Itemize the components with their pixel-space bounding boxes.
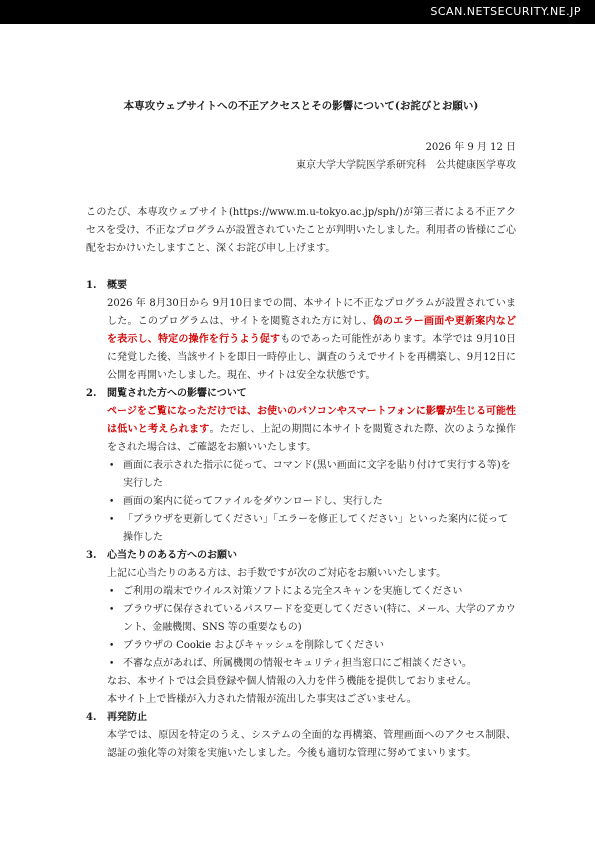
bullet-icon: • [109, 461, 115, 471]
section-heading [86, 709, 516, 727]
section-impact [86, 385, 516, 547]
list-item-text: 画面に表示された指示に従って、コマンド(黒い画面に文字を貼り付けて実行する等)を実行した [123, 460, 511, 489]
section-paragraph [86, 403, 516, 457]
bullet-icon: • [109, 587, 115, 597]
section-paragraph: 本サイト上で皆様が入力された情報が流出した事実はございません。 [107, 694, 417, 705]
section-request [86, 547, 516, 709]
section-heading [86, 277, 516, 295]
intro-paragraph: このたび、本専攻ウェブサイト(https://www.m.u-tokyo.ac.jp/sph/)が第三者による不正アクセスを受け、不正なプログラムが設置されていたことが判明いたしました。利用者の皆様にご心配をおかけいたしますこと、深くお詫び申し上げます。 [86, 207, 516, 254]
bullet-icon: • [109, 605, 115, 615]
section-title: 心当たりのある方へのお願い [107, 550, 237, 561]
list-item [107, 457, 516, 493]
section-number: 4. [86, 712, 97, 723]
list-item-text: 「ブラウザを更新してください」「エラーを修正してください」といった案内に従って操作した [123, 514, 508, 543]
list-item [107, 493, 516, 511]
document-title: 本専攻ウェブサイトへの不正アクセスとその影響について(お詫びとお願い) [123, 100, 479, 112]
section-paragraph: なお、本サイトでは会員登録や個人情報の入力を伴う機能を提供しておりません。 [107, 676, 477, 687]
bullet-icon: • [109, 659, 115, 669]
document-date: 2026 年 9 月 12 日 [425, 142, 516, 153]
list-item [107, 655, 516, 673]
bullet-icon: • [109, 497, 115, 507]
section-paragraph: 上記に心当たりのある方は、お手数ですが次のご対応をお願いいたします。 [107, 568, 447, 579]
list-item-text: ブラウザに保存されているパスワードを変更してください(特に、メール、大学のアカウント、金融機関、SNS 等の重要なもの) [123, 604, 516, 633]
section-paragraph: 本学では、原因を特定のうえ、システムの全面的な再構築、管理画面へのアクセス制限、認証の強化等の対策を実施いたしました。今後も適切な管理に努めてまいります。 [107, 730, 516, 759]
section-title: 再発防止 [107, 712, 147, 723]
section-overview [86, 277, 516, 385]
document-body [86, 98, 516, 763]
header-bar [0, 0, 595, 24]
list-item-text: 画面の案内に従ってファイルをダウンロードし、実行した [123, 496, 383, 507]
list-item-text: ブラウザの Cookie およびキャッシュを削除してください [123, 640, 385, 651]
emphasis-text: 偽のエラー画面や更新案内などを表示し、特定の操作を行うよう促す [107, 316, 517, 345]
section-prevention [86, 709, 516, 763]
emphasis-text: ページをご覧になっただけでは、お使いのパソコンやスマートフォンに影響が生じる可能性は低いと考えられます [107, 406, 516, 435]
list-item [107, 601, 516, 637]
section-number: 2. [86, 388, 97, 399]
list-item-text: ご利用の端末でウイルス対策ソフトによる完全スキャンを実施してください [123, 586, 463, 597]
paragraph-text: 2026 年 8月30日から 9月10日までの間、本サイトに不正なプログラムが設置されていました。このプログラムは、サイトを閲覧された方に対し、 [107, 298, 516, 327]
list-item [107, 637, 516, 655]
section-heading [86, 547, 516, 565]
list-item [107, 583, 516, 601]
paragraph-text: ものであった可能性があります。本学では 9月10日に発覚した後、当該サイトを即日一時停止し、調査のうえでサイトを再構築し、9月12日に公開を再開いたしました。現在、サイトは安全な状態です。 [107, 334, 516, 381]
issuing-organization: 東京大学大学院医学系研究科 公共健康医学専攻 [296, 160, 516, 171]
list-item [107, 511, 516, 547]
bullet-icon: • [109, 515, 115, 525]
paragraph-text: 。ただし、上記の期間に本サイトを閲覧された際、次のような操作をされた場合は、ご確認をお願いいたします。 [107, 424, 516, 453]
source-watermark: SCAN.NETSECURITY.NE.JP [430, 5, 581, 18]
sections [86, 277, 516, 763]
bullet-list [86, 457, 516, 547]
section-number: 1. [86, 280, 97, 291]
section-title: 閲覧された方への影響について [107, 388, 247, 399]
section-heading [86, 385, 516, 403]
section-number: 3. [86, 550, 97, 561]
section-title: 概要 [107, 280, 127, 291]
bullet-icon: • [109, 641, 115, 651]
list-item-text: 不審な点があれば、所属機関の情報セキュリティ担当窓口にご相談ください。 [123, 658, 472, 669]
section-paragraph [86, 295, 516, 385]
bullet-list [86, 583, 516, 673]
